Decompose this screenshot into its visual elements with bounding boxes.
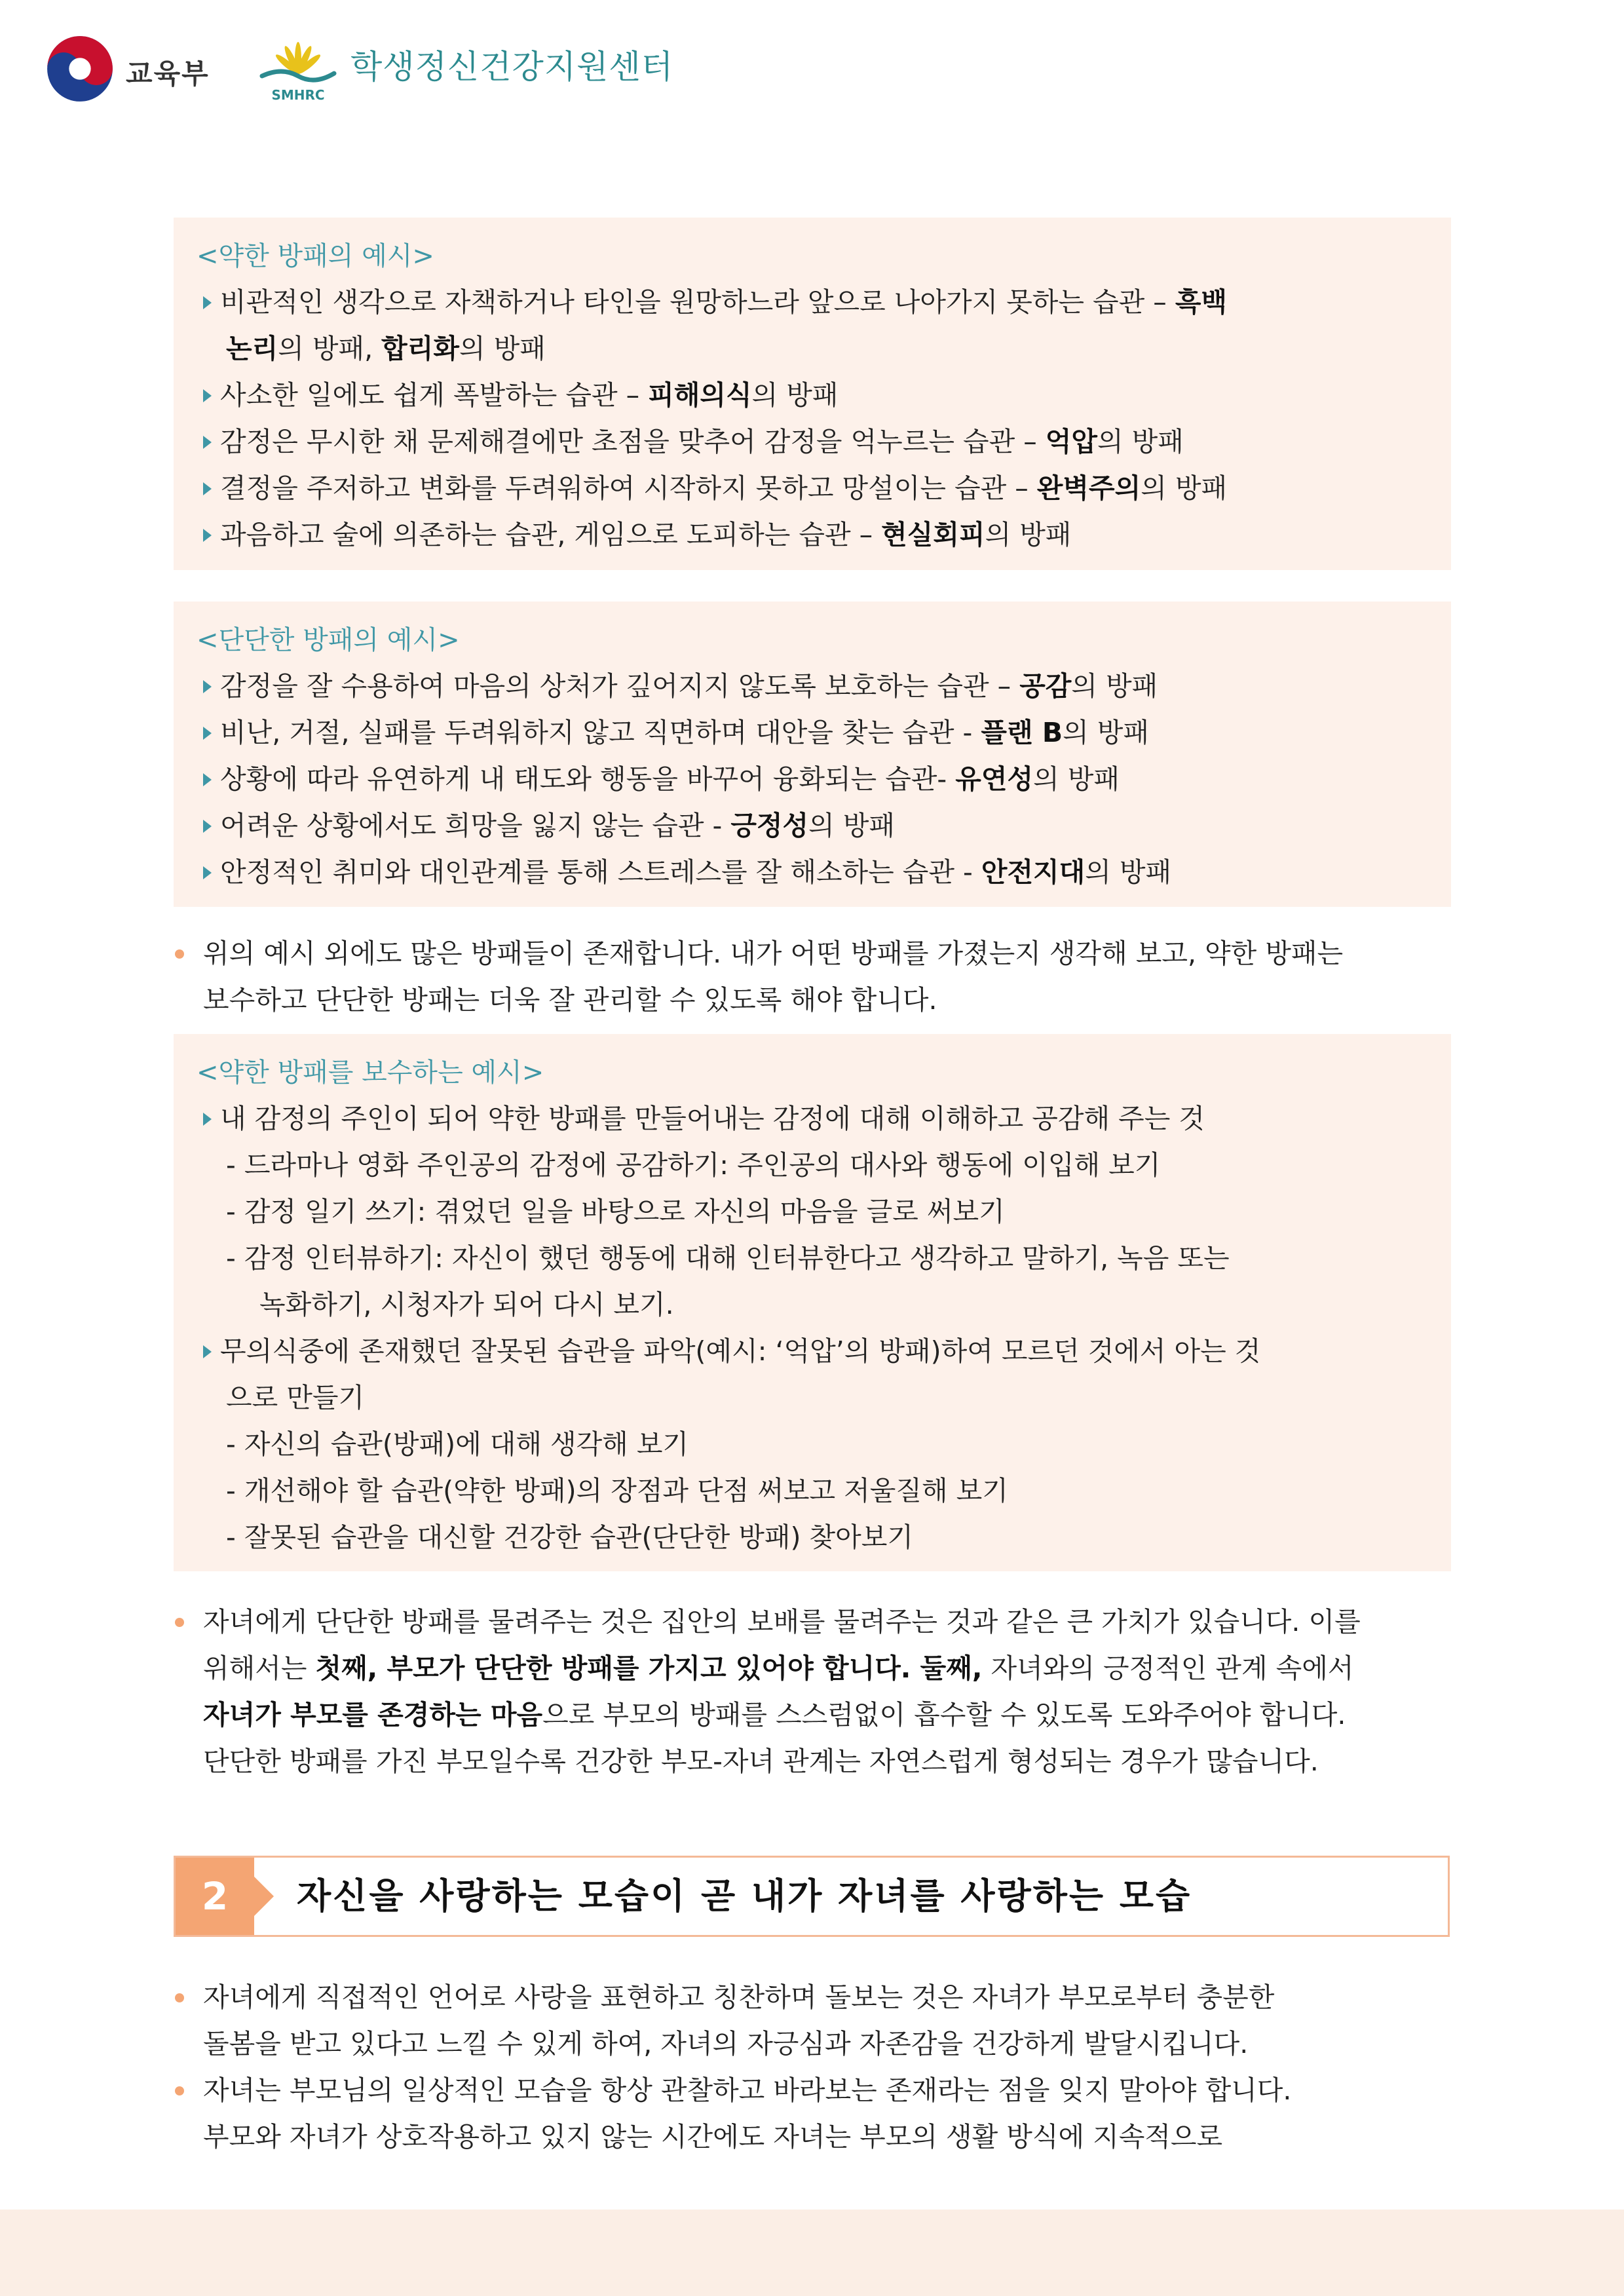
triangle-bullet-icon (203, 296, 212, 309)
list-item: 안정적인 취미와 대인관계를 통해 스트레스를 잘 해소하는 습관 - 안전지대의 방패 (197, 849, 1428, 896)
paragraph-line: 자녀는 부모님의 일상적인 모습을 항상 관찰하고 바라보는 존재라는 점을 잊지 말아야 합니다. (174, 2067, 1451, 2114)
list-item: 상황에 따라 유연하게 내 태도와 행동을 바꾸어 융화되는 습관- 유연성의 방패 (197, 756, 1428, 803)
dot-bullet-icon (175, 1993, 184, 2002)
triangle-bullet-icon (203, 866, 212, 879)
paragraph-inherit (174, 1599, 1451, 1785)
smhrc-logo-icon (255, 33, 341, 105)
paragraph-intro (174, 930, 1451, 1024)
paragraph-line: 위의 예시 외에도 많은 방패들이 존재합니다. 내가 어떤 방패를 가졌는지 생각해 보고, 약한 방패는 (174, 930, 1451, 977)
strong-shield-box (174, 602, 1451, 907)
triangle-bullet-icon (203, 1345, 212, 1358)
list-item: 과음하고 술에 의존하는 습관, 게임으로 도피하는 습관 – 현실회피의 방패 (197, 512, 1428, 558)
paragraph-line: 위해서는 첫째, 부모가 단단한 방패를 가지고 있어야 합니다. 둘째, 자녀와의 긍정적인 관계 속에서 (203, 1653, 1354, 1684)
list-item: 비관적인 생각으로 자책하거나 타인을 원망하느라 앞으로 나아가지 못하는 습관 – 흑백 (197, 279, 1428, 326)
list-item: 사소한 일에도 쉽게 폭발하는 습관 – 피해의식의 방패 (197, 372, 1428, 419)
list-item: 무의식중에 존재했던 잘못된 습관을 파악(예시: ‘억압’의 방패)하여 모르던 것에서 아는 것 (197, 1328, 1428, 1375)
paragraph-line: 자녀에게 단단한 방패를 물려주는 것은 집안의 보배를 물려주는 것과 같은 큰 가치가 있습니다. 이를 (174, 1599, 1451, 1645)
paragraph-love (174, 1974, 1451, 2160)
sub-item: - 개선해야 할 습관(약한 방패)의 장점과 단점 써보고 저울질해 보기 (226, 1475, 1008, 1506)
sub-item: - 감정 일기 쓰기: 겪었던 일을 바탕으로 자신의 마음을 글로 써보기 (226, 1196, 1005, 1227)
weak-shield-box (174, 218, 1451, 570)
list-item-continuation: 논리의 방패, 합리화의 방패 (226, 333, 546, 364)
weak-shield-title: <약한 방패의 예시> (197, 241, 434, 271)
sub-item: - 드라마나 영화 주인공의 감정에 공감하기: 주인공의 대사와 행동에 이입해 보기 (226, 1149, 1161, 1181)
paragraph-line: 자녀가 부모를 존경하는 마음으로 부모의 방패를 스스럼없이 흡수할 수 있도록 도와주어야 합니다. (203, 1699, 1346, 1731)
list-item: 비난, 거절, 실패를 두려워하지 않고 직면하며 대안을 찾는 습관 - 플랜 B의 방패 (197, 710, 1428, 756)
ministry-name: 교육부 (126, 58, 210, 90)
paragraph-line: 부모와 자녀가 상호작용하고 있지 않는 시간에도 자녀는 부모의 생활 방식에 지속적으로 (203, 2121, 1223, 2152)
list-item: 내 감정의 주인이 되어 약한 방패를 만들어내는 감정에 대해 이해하고 공감해 주는 것 (197, 1096, 1428, 1142)
list-item: 어려운 상황에서도 희망을 잃지 않는 습관 - 긍정성의 방패 (197, 803, 1428, 849)
section-number: 2 (176, 1858, 254, 1935)
repair-shield-title: <약한 방패를 보수하는 예시> (197, 1058, 544, 1088)
section-title: 자신을 사랑하는 모습이 곧 내가 자녀를 사랑하는 모습 (297, 1875, 1192, 1917)
section-arrow-icon (254, 1877, 274, 1916)
sub-item: - 자신의 습관(방패)에 대해 생각해 보기 (226, 1428, 689, 1460)
strong-shield-title: <단단한 방패의 예시> (197, 625, 460, 655)
dot-bullet-icon (175, 2086, 184, 2095)
list-item: 감정을 잘 수용하여 마음의 상처가 깊어지지 않도록 보호하는 습관 – 공감의 방패 (197, 663, 1428, 710)
sub-item: - 감정 인터뷰하기: 자신이 했던 행동에 대해 인터뷰한다고 생각하고 말하기, 녹음 또는 (226, 1242, 1230, 1274)
triangle-bullet-icon (203, 773, 212, 786)
paragraph-line: 보수하고 단단한 방패는 더욱 잘 관리할 수 있도록 해야 합니다. (203, 984, 937, 1016)
triangle-bullet-icon (203, 820, 212, 833)
list-item: 결정을 주저하고 변화를 두려워하여 시작하지 못하고 망설이는 습관 – 완벽주의의 방패 (197, 465, 1428, 512)
paragraph-line: 자녀에게 직접적인 언어로 사랑을 표현하고 칭찬하며 돌보는 것은 자녀가 부모로부터 충분한 (174, 1974, 1451, 2021)
paragraph-line: 돌봄을 받고 있다고 느낄 수 있게 하여, 자녀의 자긍심과 자존감을 건강하게 발달시킵니다. (203, 2028, 1249, 2059)
triangle-bullet-icon (203, 529, 212, 542)
moe-emblem-icon (46, 35, 114, 103)
sub-item: - 잘못된 습관을 대신할 건강한 습관(단단한 방패) 찾아보기 (226, 1521, 913, 1553)
sub-item-continuation: 녹화하기, 시청자가 되어 다시 보기. (259, 1289, 674, 1320)
triangle-bullet-icon (203, 436, 212, 449)
paragraph-line: 단단한 방패를 가진 부모일수록 건강한 부모-자녀 관계는 자연스럽게 형성되는 경우가 많습니다. (203, 1746, 1319, 1777)
triangle-bullet-icon (203, 482, 212, 495)
footer-band (0, 2210, 1624, 2296)
triangle-bullet-icon (203, 680, 212, 693)
triangle-bullet-icon (203, 389, 212, 402)
smhrc-logo-text: SMHRC (271, 87, 325, 103)
dot-bullet-icon (175, 949, 184, 959)
triangle-bullet-icon (203, 727, 212, 740)
repair-shield-box (174, 1034, 1451, 1571)
dot-bullet-icon (175, 1618, 184, 1627)
list-item-continuation: 으로 만들기 (226, 1382, 365, 1413)
triangle-bullet-icon (203, 1113, 212, 1126)
list-item: 감정은 무시한 채 문제해결에만 초점을 맞추어 감정을 억누르는 습관 – 억압의 방패 (197, 419, 1428, 465)
section-2-header (174, 1856, 1450, 1937)
center-name: 학생정신건강지원센터 (350, 48, 673, 86)
page-header (46, 33, 766, 105)
